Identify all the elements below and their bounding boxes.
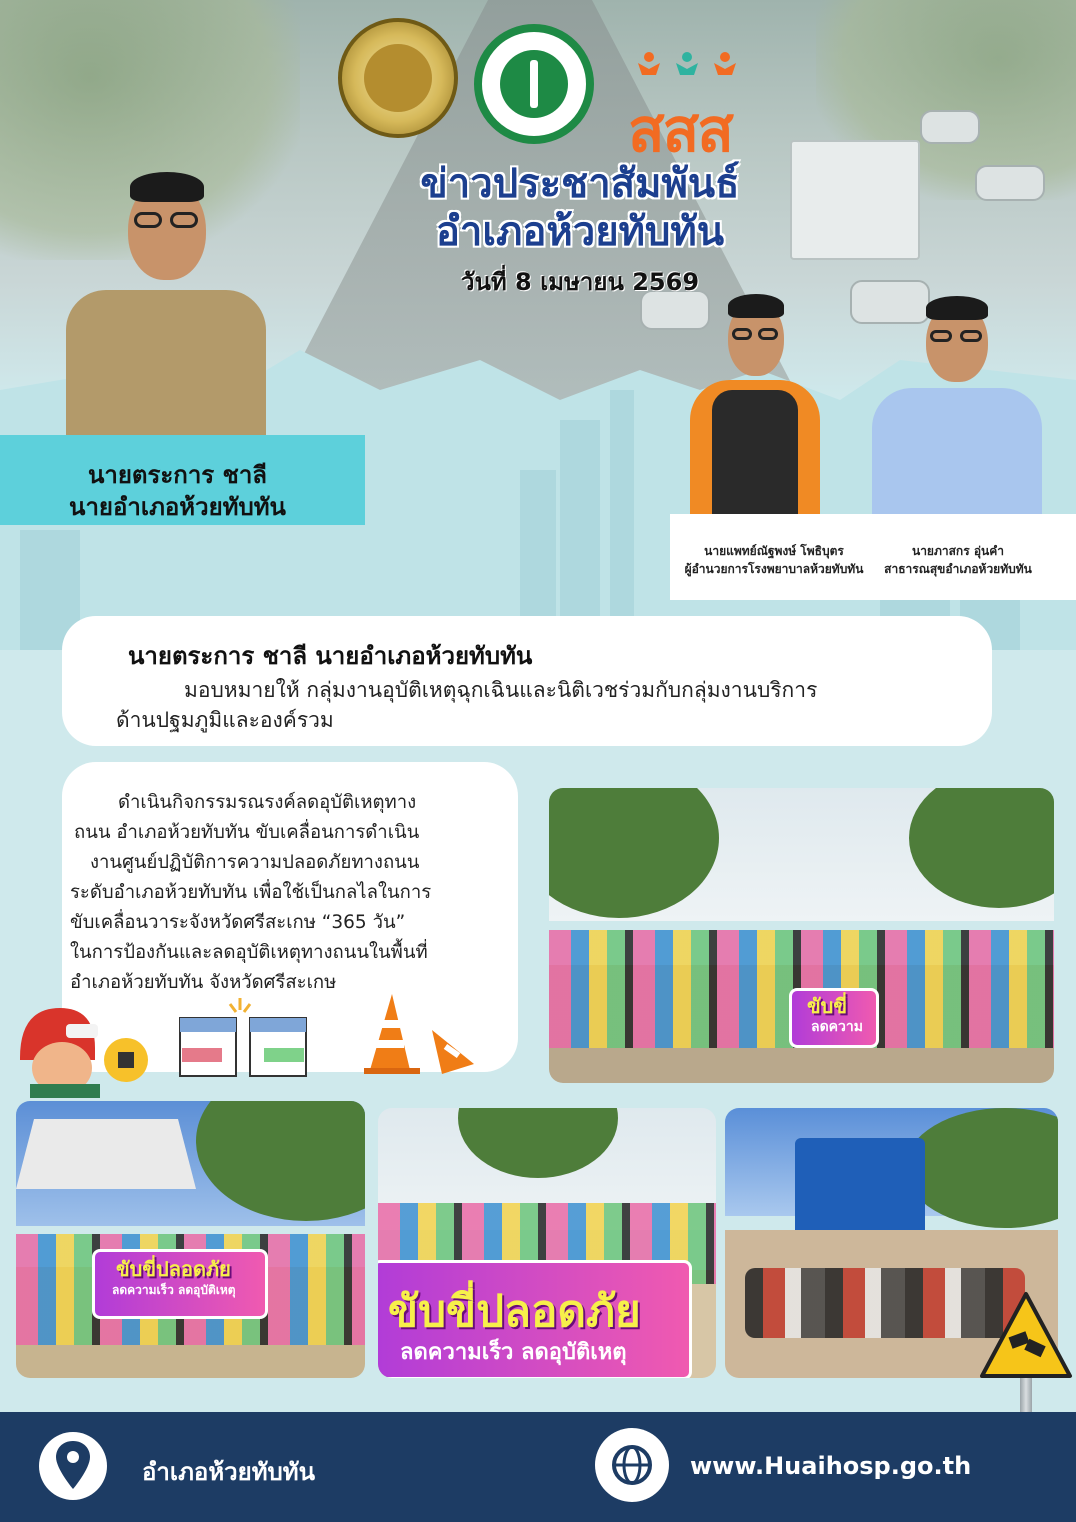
body-paragraph (62, 788, 518, 998)
broken-bridge-illustration (178, 988, 308, 1078)
body-line: ในการป้องกันและลดอุบัติเหตุทางถนนในพื้นที่ (70, 942, 428, 963)
body-line: ดำเนินกิจกรรมรณรงค์ลดอุบัติเหตุทาง (118, 792, 417, 813)
date: วันที่ 8 เมษายน 2569 (460, 268, 700, 296)
photo2-banner-text: ขับขี่ปลอดภัย (116, 1257, 231, 1281)
health-officer-photo (872, 296, 1042, 514)
photo1-banner-text: ขับขี่ (807, 994, 848, 1018)
official-1-name: นายแพทย์ณัฐพงษ์ โพธิบุตร (704, 544, 844, 558)
district-chief-name: นายตระการ ชาลี (87, 461, 268, 489)
body-line: งานศูนย์ปฏิบัติการความปลอดภัยทางถนน (90, 852, 420, 873)
title-line-1: ข่าวประชาสัมพันธ์ (420, 161, 740, 207)
photo3-banner-sub: ลดความเร็ว ลดอุบัติเหตุ (400, 1340, 627, 1365)
official-2-position: สาธารณสุขอำเภอห้วยทับทัน (884, 562, 1032, 576)
photo3-banner-text: ขับขี่ปลอดภัย (388, 1286, 641, 1337)
title-block (300, 160, 860, 301)
location-pin-icon (38, 1429, 108, 1503)
activity-photo-3 (378, 1108, 716, 1378)
traffic-cone-illustration (362, 990, 478, 1076)
footer-location: อำเภอห้วยทับทัน (142, 1458, 315, 1486)
car (975, 165, 1045, 201)
thaihealth-logo (628, 45, 778, 166)
body-line: อำเภอห้วยทับทัน จังหวัดศรีสะเกษ (70, 972, 337, 993)
dla-seal-logo (338, 18, 458, 138)
footer-website-link[interactable]: www.Huaihosp.go.th (690, 1452, 972, 1480)
summary-heading: นายตระการ ชาลี นายอำเภอห้วยทับทัน (128, 642, 533, 670)
body-line: ระดับอำเภอห้วยทับทัน เพื่อใช้เป็นกลไลในการ (70, 882, 432, 903)
official-1-position: ผู้อำนวยการโรงพยาบาลห้วยทับทัน (684, 562, 864, 576)
globe-icon (595, 1428, 669, 1502)
hospital-director-photo (690, 290, 820, 514)
accident-warning-sign (978, 1290, 1074, 1380)
body-line: ขับเคลื่อนวาระจังหวัดศรีสะเกษ “365 วัน” (70, 912, 406, 933)
moph-logo (474, 24, 594, 144)
photo1-banner-sub: ลดความ (811, 1019, 863, 1035)
title-line-2: อำเภอห้วยทับทัน (435, 209, 725, 255)
official-1-caption (674, 542, 874, 578)
district-chief-namebox (0, 435, 365, 525)
activity-photo-1 (549, 788, 1054, 1083)
helmet-rider-illustration (10, 998, 150, 1098)
summary-line-1: มอบหมายให้ กลุ่มงานอุบัติเหตุฉุกเฉินและนิติเวชร่วมกับกลุ่มงานบริการ (184, 678, 818, 702)
official-2-caption (870, 542, 1046, 578)
district-chief-photo (66, 160, 266, 435)
photo2-banner-sub: ลดความเร็ว ลดอุบัติเหตุ (112, 1283, 236, 1297)
car (920, 110, 980, 144)
thaihealth-wordmark: สสส (628, 96, 732, 166)
official-2-name: นายภาสกร อุ่นคำ (911, 544, 1004, 558)
officials-caption-panel (670, 514, 1076, 600)
activity-photo-2 (16, 1101, 365, 1378)
summary-line-2: ด้านปฐมภูมิและองค์รวม (116, 708, 334, 732)
footer-bar (0, 1412, 1076, 1522)
summary-card (62, 616, 992, 746)
district-chief-position: นายอำเภอห้วยทับทัน (69, 493, 286, 521)
body-line: ถนน อำเภอห้วยทับทัน ขับเคลื่อนการดำเนิน (74, 822, 420, 843)
